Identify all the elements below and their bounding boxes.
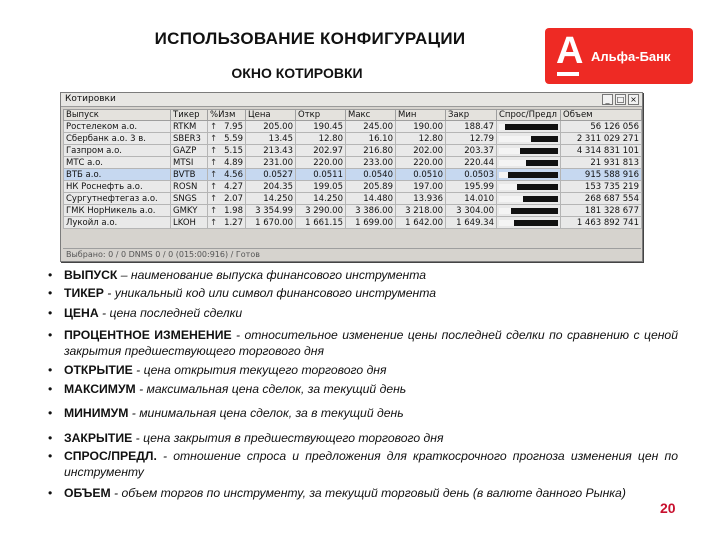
bullet-dot-icon: • xyxy=(48,328,53,342)
bid-ask-bar xyxy=(499,160,558,166)
bullet-item xyxy=(48,306,678,322)
quote-row[interactable] xyxy=(64,193,642,205)
bullet-item xyxy=(48,431,678,447)
cell-change xyxy=(208,157,246,169)
quotes-table xyxy=(63,109,642,229)
bullet-description: - цена открытия текущего торгового дня xyxy=(132,363,387,377)
bid-ask-bar xyxy=(499,124,558,130)
bid-ask-fill xyxy=(499,172,508,178)
change-value: 4.27 xyxy=(224,181,243,192)
cell-low: 0.0510 xyxy=(396,169,446,181)
bullet-description: - относительное изменение цены последней сделки по сравнению с ценой закрытия предшествующего торгового дня xyxy=(64,328,678,358)
cell-name: Сбербанк а.о. 3 в. xyxy=(64,133,171,145)
bid-ask-fill xyxy=(499,220,514,226)
alfa-bank-logo xyxy=(545,28,693,84)
cell-change xyxy=(208,145,246,157)
cell-low: 190.00 xyxy=(396,121,446,133)
cell-volume: 21 931 813 xyxy=(561,157,642,169)
cell-high: 1 699.00 xyxy=(346,217,396,229)
cell-high: 14.480 xyxy=(346,193,396,205)
cell-close: 0.0503 xyxy=(446,169,497,181)
cell-price: 0.0527 xyxy=(246,169,296,181)
quote-row[interactable] xyxy=(64,133,642,145)
cell-bid-ask xyxy=(497,193,561,205)
bullet-item xyxy=(48,286,678,302)
bid-ask-fill xyxy=(499,196,523,202)
cell-volume: 1 463 892 741 xyxy=(561,217,642,229)
up-arrow-icon: ↑ xyxy=(210,157,218,168)
bullet-term: ЗАКРЫТИЕ xyxy=(64,431,133,445)
cell-volume: 181 328 677 xyxy=(561,205,642,217)
cell-close: 188.47 xyxy=(446,121,497,133)
column-header[interactable]: Мин xyxy=(396,110,446,121)
column-header[interactable]: Цена xyxy=(246,110,296,121)
cell-volume: 4 314 831 101 xyxy=(561,145,642,157)
bullet-description: - максимальная цена сделок, за текущий день xyxy=(135,382,407,396)
change-value: 5.59 xyxy=(224,133,243,144)
change-value: 7.95 xyxy=(224,121,243,132)
cell-close: 1 649.34 xyxy=(446,217,497,229)
bullet-dot-icon: • xyxy=(48,449,53,463)
bid-ask-bar xyxy=(499,148,558,154)
bid-ask-bar xyxy=(499,196,558,202)
cell-bid-ask xyxy=(497,217,561,229)
quotes-window xyxy=(60,92,643,262)
change-value: 5.15 xyxy=(224,145,243,156)
bullet-dot-icon: • xyxy=(48,431,53,445)
quote-row[interactable] xyxy=(64,181,642,193)
bullet-term: ВЫПУСК xyxy=(64,268,118,282)
alfa-logo-mark xyxy=(545,28,591,84)
close-button[interactable]: × xyxy=(628,94,639,105)
cell-open: 202.97 xyxy=(296,145,346,157)
cell-change xyxy=(208,217,246,229)
bullet-term: ПРОЦЕНТНОЕ ИЗМЕНЕНИЕ xyxy=(64,328,232,342)
cell-ticker: GMKY xyxy=(171,205,208,217)
bullet-dot-icon: • xyxy=(48,382,53,396)
cell-name: ГМК НорНикель а.о. xyxy=(64,205,171,217)
cell-name: НК Роснефть а.о. xyxy=(64,181,171,193)
cell-ticker: BVTB xyxy=(171,169,208,181)
cell-open: 12.80 xyxy=(296,133,346,145)
change-value: 2.07 xyxy=(224,193,243,204)
up-arrow-icon: ↑ xyxy=(210,193,218,204)
cell-volume: 153 735 219 xyxy=(561,181,642,193)
cell-change xyxy=(208,121,246,133)
bullet-term: СПРОС/ПРЕДЛ. xyxy=(64,449,157,463)
quote-row[interactable] xyxy=(64,157,642,169)
cell-close: 195.99 xyxy=(446,181,497,193)
cell-ticker: SNGS xyxy=(171,193,208,205)
bid-ask-fill xyxy=(499,208,511,214)
bullet-dot-icon: • xyxy=(48,306,53,320)
bullet-item xyxy=(48,328,678,359)
cell-ticker: LKOH xyxy=(171,217,208,229)
cell-name: Ростелеком а.о. xyxy=(64,121,171,133)
cell-close: 220.44 xyxy=(446,157,497,169)
cell-open: 3 290.00 xyxy=(296,205,346,217)
column-header[interactable]: Объем xyxy=(561,110,642,121)
quote-row[interactable] xyxy=(64,205,642,217)
bullet-term: МИНИМУМ xyxy=(64,406,129,420)
up-arrow-icon: ↑ xyxy=(210,205,218,216)
bullet-description: - уникальный код или символ финансового инструмента xyxy=(103,286,437,300)
cell-price: 213.43 xyxy=(246,145,296,157)
cell-price: 205.00 xyxy=(246,121,296,133)
logo-text: Альфа-Банк xyxy=(591,48,671,64)
maximize-button[interactable]: □ xyxy=(616,95,625,104)
bullet-term: ОБЪЕМ xyxy=(64,486,111,500)
logo-glyph: А xyxy=(556,30,584,72)
cell-open: 0.0511 xyxy=(296,169,346,181)
change-value: 4.89 xyxy=(224,157,243,168)
column-header[interactable]: %Изм xyxy=(208,110,246,121)
window-status-bar: Выбрано: 0 / 0 DNMS 0 / 0 (015:00:916) / Готов xyxy=(63,248,641,259)
bullet-description: - цена закрытия в предшествующего торгового дня xyxy=(132,431,444,445)
bid-ask-bar xyxy=(499,208,558,214)
cell-name: Газпром а.о. xyxy=(64,145,171,157)
bid-ask-fill xyxy=(499,136,531,142)
cell-price: 3 354.99 xyxy=(246,205,296,217)
window-title: Котировки xyxy=(65,94,116,104)
cell-low: 13.936 xyxy=(396,193,446,205)
cell-high: 0.0540 xyxy=(346,169,396,181)
cell-ticker: RTKM xyxy=(171,121,208,133)
cell-open: 1 661.15 xyxy=(296,217,346,229)
cell-price: 1 670.00 xyxy=(246,217,296,229)
cell-change xyxy=(208,193,246,205)
bullet-dot-icon: • xyxy=(48,406,53,420)
cell-open: 199.05 xyxy=(296,181,346,193)
change-value: 4.56 xyxy=(224,169,243,180)
cell-price: 231.00 xyxy=(246,157,296,169)
change-value: 1.98 xyxy=(224,205,243,216)
quote-row[interactable] xyxy=(64,169,642,181)
up-arrow-icon: ↑ xyxy=(210,133,218,144)
bid-ask-bar xyxy=(499,172,558,178)
cell-low: 220.00 xyxy=(396,157,446,169)
cell-price: 14.250 xyxy=(246,193,296,205)
bullet-dot-icon: • xyxy=(48,486,53,500)
slide-subtitle: ОКНО КОТИРОВКИ xyxy=(231,65,363,81)
cell-volume: 268 687 554 xyxy=(561,193,642,205)
cell-bid-ask xyxy=(497,145,561,157)
bid-ask-fill xyxy=(499,160,526,166)
bullet-item xyxy=(48,382,678,398)
column-header[interactable]: Откр xyxy=(296,110,346,121)
cell-ticker: MTSI xyxy=(171,157,208,169)
up-arrow-icon: ↑ xyxy=(210,181,218,192)
bullet-description: - минимальная цена сделок, за в текущий день xyxy=(128,406,404,420)
window-titlebar[interactable] xyxy=(61,93,642,107)
bullet-dot-icon: • xyxy=(48,286,53,300)
quote-row[interactable] xyxy=(64,145,642,157)
cell-name: Лукойл а.о. xyxy=(64,217,171,229)
cell-change xyxy=(208,133,246,145)
column-header[interactable]: Макс xyxy=(346,110,396,121)
cell-bid-ask xyxy=(497,157,561,169)
bid-ask-bar xyxy=(499,136,558,142)
slide-title: ИСПОЛЬЗОВАНИЕ КОНФИГУРАЦИИ xyxy=(154,29,466,48)
cell-high: 245.00 xyxy=(346,121,396,133)
cell-price: 204.35 xyxy=(246,181,296,193)
quote-row[interactable] xyxy=(64,121,642,133)
bid-ask-fill xyxy=(499,148,520,154)
cell-change xyxy=(208,205,246,217)
cell-volume: 915 588 916 xyxy=(561,169,642,181)
cell-high: 233.00 xyxy=(346,157,396,169)
bullet-description: - цена последней сделки xyxy=(98,306,243,320)
cell-low: 1 642.00 xyxy=(396,217,446,229)
cell-price: 13.45 xyxy=(246,133,296,145)
cell-bid-ask xyxy=(497,181,561,193)
bullet-description: - отношение спроса и предложения для краткосрочного прогноза изменения цен по инструменту xyxy=(64,449,678,479)
cell-close: 203.37 xyxy=(446,145,497,157)
cell-bid-ask xyxy=(497,121,561,133)
bullet-item xyxy=(48,486,678,502)
bullet-term: ЦЕНА xyxy=(64,306,99,320)
cell-bid-ask xyxy=(497,133,561,145)
minimize-button[interactable]: _ xyxy=(602,94,613,105)
cell-open: 220.00 xyxy=(296,157,346,169)
cell-high: 205.89 xyxy=(346,181,396,193)
page-number: 20 xyxy=(660,500,676,516)
cell-close: 3 304.00 xyxy=(446,205,497,217)
cell-open: 14.250 xyxy=(296,193,346,205)
up-arrow-icon: ↑ xyxy=(210,169,218,180)
cell-high: 16.10 xyxy=(346,133,396,145)
cell-high: 3 386.00 xyxy=(346,205,396,217)
bid-ask-bar xyxy=(499,220,558,226)
column-header[interactable]: Тикер xyxy=(171,110,208,121)
bullet-item xyxy=(48,268,678,284)
bullet-term: МАКСИМУМ xyxy=(64,382,136,396)
quote-row[interactable] xyxy=(64,217,642,229)
up-arrow-icon: ↑ xyxy=(210,145,218,156)
up-arrow-icon: ↑ xyxy=(210,121,218,132)
cell-bid-ask xyxy=(497,205,561,217)
bullet-description: – наименование выпуска финансового инструмента xyxy=(117,268,427,282)
bullet-item xyxy=(48,406,678,422)
bid-ask-fill xyxy=(499,184,517,190)
cell-change xyxy=(208,181,246,193)
cell-ticker: GAZP xyxy=(171,145,208,157)
bullet-dot-icon: • xyxy=(48,363,53,377)
cell-close: 14.010 xyxy=(446,193,497,205)
up-arrow-icon: ↑ xyxy=(210,217,218,228)
cell-volume: 2 311 029 271 xyxy=(561,133,642,145)
bullet-term: ОТКРЫТИЕ xyxy=(64,363,133,377)
cell-volume: 56 126 056 xyxy=(561,121,642,133)
column-header[interactable]: Спрос/Предл xyxy=(497,110,561,121)
cell-change xyxy=(208,169,246,181)
column-header[interactable]: Закр xyxy=(446,110,497,121)
bullet-term: ТИКЕР xyxy=(64,286,104,300)
bullet-dot-icon: • xyxy=(48,268,53,282)
cell-name: ВТБ а.о. xyxy=(64,169,171,181)
cell-ticker: SBER3 xyxy=(171,133,208,145)
cell-name: МТС а.о. xyxy=(64,157,171,169)
cell-low: 202.00 xyxy=(396,145,446,157)
cell-high: 216.80 xyxy=(346,145,396,157)
cell-ticker: ROSN xyxy=(171,181,208,193)
bullet-item xyxy=(48,363,678,379)
cell-low: 12.80 xyxy=(396,133,446,145)
cell-open: 190.45 xyxy=(296,121,346,133)
bullet-item xyxy=(48,449,678,480)
bid-ask-bar xyxy=(499,184,558,190)
cell-bid-ask xyxy=(497,169,561,181)
cell-name: Сургутнефтегаз а.о. xyxy=(64,193,171,205)
bullet-description: - объем торгов по инструменту, за текущий торговый день (в валюте данного Рынка) xyxy=(110,486,626,500)
cell-low: 3 218.00 xyxy=(396,205,446,217)
cell-low: 197.00 xyxy=(396,181,446,193)
change-value: 1.27 xyxy=(224,217,243,228)
bid-ask-fill xyxy=(499,124,505,130)
column-header[interactable]: Выпуск xyxy=(64,110,171,121)
cell-close: 12.79 xyxy=(446,133,497,145)
